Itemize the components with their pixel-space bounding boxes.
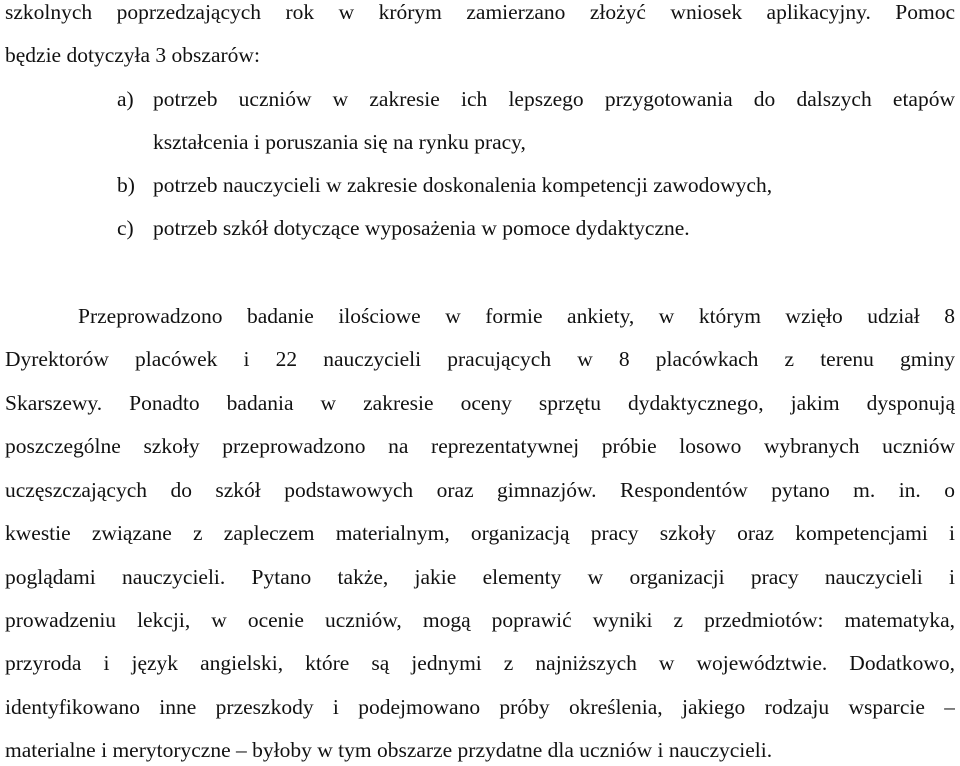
paragraph-line: poglądami nauczycieli. Pytano także, jakie elementy w organizacji pracy nauczycieli i	[5, 565, 955, 589]
list-marker-a: a)	[117, 87, 134, 111]
list-item-c-line-1: potrzeb szkół dotyczące wyposażenia w pomoce dydaktyczne.	[153, 216, 690, 240]
list-item-a-line-2: kształcenia i poruszania się na rynku pracy,	[153, 130, 526, 154]
list-item-c	[5, 213, 955, 243]
paragraph-line-last: materialne i merytoryczne – byłoby w tym obszarze przydatne dla uczniów i nauczycieli.	[5, 738, 773, 762]
intro-line-2: będzie dotyczyła 3 obszarów:	[5, 43, 260, 67]
list-marker-b: b)	[117, 173, 135, 197]
paragraph-line: Przeprowadzono badanie ilościowe w formie ankiety, w którym wzięło udział 8	[78, 304, 955, 328]
paragraph-line: przyroda i język angielski, które są jednymi z najniższych w województwie. Dodatkowo,	[5, 651, 955, 675]
paragraph-line: identyfikowano inne przeszkody i podejmowano próby określenia, jakiego rodzaju wsparcie –	[5, 695, 955, 719]
paragraph-line: prowadzeniu lekcji, w ocenie uczniów, mogą poprawić wyniki z przedmiotów: matematyka,	[5, 608, 955, 632]
paragraph-line: poszczególne szkoły przeprowadzono na reprezentatywnej próbie losowo wybranych uczniów	[5, 434, 955, 458]
list-item-a	[5, 84, 955, 114]
list-item-b-line-1: potrzeb nauczycieli w zakresie doskonalenia kompetencji zawodowych,	[153, 173, 773, 197]
paragraph-line: kwestie związane z zapleczem materialnym, organizacją pracy szkoły oraz kompetencjami i	[5, 521, 955, 545]
paragraph-line: uczęszczających do szkół podstawowych oraz gimnazjów. Respondentów pytano m. in. o	[5, 478, 955, 502]
paragraph-line: Dyrektorów placówek i 22 nauczycieli pracujących w 8 placówkach z terenu gminy	[5, 347, 955, 371]
paragraph-line: Skarszewy. Ponadto badania w zakresie oceny sprzętu dydaktycznego, jakim dysponują	[5, 391, 955, 415]
list-item-a-continued	[5, 127, 955, 157]
list-item-a-line-1: potrzeb uczniów w zakresie ich lepszego przygotowania do dalszych etapów	[153, 87, 955, 111]
list-item-b	[5, 170, 955, 200]
list-marker-c: c)	[117, 216, 134, 240]
intro-line-1: szkolnych poprzedzających rok w krórym zamierzano złożyć wniosek aplikacyjny. Pomoc	[5, 0, 955, 24]
